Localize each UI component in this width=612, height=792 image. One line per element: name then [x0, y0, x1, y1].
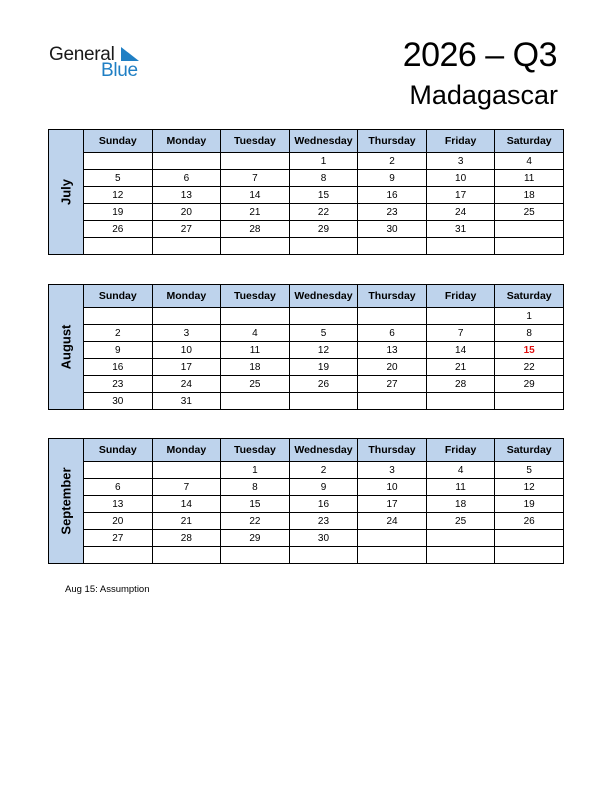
month-label-cell — [49, 130, 84, 255]
day-cell: 28 — [426, 376, 495, 393]
day-cell: 13 — [358, 342, 427, 359]
page-title: 2026 – Q3 — [402, 36, 557, 74]
day-cell: 26 — [289, 376, 358, 393]
day-cell — [358, 308, 427, 325]
day-cell: 16 — [289, 496, 358, 513]
month-label-cell — [49, 439, 84, 564]
week-row — [49, 204, 564, 221]
day-cell: 29 — [221, 530, 290, 547]
day-cell — [358, 530, 427, 547]
day-cell — [152, 238, 221, 255]
day-cell: 7 — [152, 479, 221, 496]
day-cell: 2 — [289, 462, 358, 479]
weekday-header: Friday — [426, 285, 495, 308]
week-row — [49, 359, 564, 376]
week-row — [49, 530, 564, 547]
day-cell: 5 — [84, 170, 153, 187]
day-cell — [426, 393, 495, 410]
day-cell: 27 — [84, 530, 153, 547]
day-cell: 15 — [221, 496, 290, 513]
day-cell: 18 — [495, 187, 564, 204]
month-label-cell — [49, 285, 84, 410]
week-row — [49, 547, 564, 564]
day-cell: 20 — [84, 513, 153, 530]
day-cell: 13 — [152, 187, 221, 204]
day-cell — [221, 547, 290, 564]
country-title: Madagascar — [409, 80, 558, 110]
day-cell — [495, 221, 564, 238]
day-cell: 25 — [221, 376, 290, 393]
holiday-footnote: Aug 15: Assumption — [65, 584, 150, 595]
day-cell: 9 — [358, 170, 427, 187]
day-cell: 8 — [289, 170, 358, 187]
day-cell: 2 — [84, 325, 153, 342]
day-cell: 15 — [289, 187, 358, 204]
weekday-header: Wednesday — [289, 439, 358, 462]
week-row — [49, 170, 564, 187]
day-cell: 25 — [426, 513, 495, 530]
weekday-header: Sunday — [84, 439, 153, 462]
weekday-header: Tuesday — [221, 439, 290, 462]
day-cell — [221, 393, 290, 410]
day-cell: 14 — [221, 187, 290, 204]
weekday-header: Sunday — [84, 285, 153, 308]
weekday-header: Monday — [152, 285, 221, 308]
week-row — [49, 393, 564, 410]
day-cell: 24 — [152, 376, 221, 393]
day-cell: 27 — [152, 221, 221, 238]
day-cell: 5 — [495, 462, 564, 479]
day-cell: 26 — [495, 513, 564, 530]
day-cell — [289, 393, 358, 410]
day-cell: 28 — [221, 221, 290, 238]
day-cell: 20 — [152, 204, 221, 221]
day-cell: 30 — [289, 530, 358, 547]
week-row — [49, 342, 564, 359]
day-cell — [358, 547, 427, 564]
day-cell: 3 — [152, 325, 221, 342]
day-cell: 24 — [426, 204, 495, 221]
day-cell: 17 — [426, 187, 495, 204]
weekday-header: Monday — [152, 439, 221, 462]
day-cell: 11 — [426, 479, 495, 496]
day-cell: 19 — [289, 359, 358, 376]
day-cell — [221, 238, 290, 255]
day-cell: 23 — [289, 513, 358, 530]
brand-triangle-icon — [121, 47, 141, 61]
week-row — [49, 496, 564, 513]
day-cell: 28 — [152, 530, 221, 547]
day-cell: 12 — [495, 479, 564, 496]
weekday-header: Thursday — [358, 439, 427, 462]
day-cell — [84, 238, 153, 255]
day-cell: 10 — [426, 170, 495, 187]
day-cell: 1 — [495, 308, 564, 325]
day-cell: 23 — [84, 376, 153, 393]
day-cell — [495, 393, 564, 410]
weekday-header: Sunday — [84, 130, 153, 153]
day-cell: 20 — [358, 359, 427, 376]
day-cell: 14 — [426, 342, 495, 359]
day-cell: 7 — [426, 325, 495, 342]
day-cell: 29 — [289, 221, 358, 238]
day-cell — [358, 238, 427, 255]
day-cell — [221, 153, 290, 170]
day-cell: 1 — [221, 462, 290, 479]
calendar-september — [48, 438, 564, 564]
day-cell: 6 — [152, 170, 221, 187]
day-cell: 3 — [358, 462, 427, 479]
day-cell: 6 — [84, 479, 153, 496]
day-cell: 9 — [289, 479, 358, 496]
weekday-header: Saturday — [495, 130, 564, 153]
day-cell: 21 — [426, 359, 495, 376]
day-cell — [289, 547, 358, 564]
day-cell: 31 — [426, 221, 495, 238]
day-cell: 13 — [84, 496, 153, 513]
week-row — [49, 462, 564, 479]
day-cell — [152, 308, 221, 325]
day-cell: 8 — [221, 479, 290, 496]
day-cell — [84, 308, 153, 325]
day-cell: 29 — [495, 376, 564, 393]
week-row — [49, 479, 564, 496]
brand-logo — [49, 44, 149, 84]
day-cell — [426, 308, 495, 325]
day-cell: 22 — [221, 513, 290, 530]
week-row — [49, 513, 564, 530]
day-cell: 22 — [289, 204, 358, 221]
day-cell: 21 — [221, 204, 290, 221]
day-cell — [221, 308, 290, 325]
weekday-header: Friday — [426, 439, 495, 462]
day-cell: 6 — [358, 325, 427, 342]
day-cell: 3 — [426, 153, 495, 170]
day-cell: 11 — [495, 170, 564, 187]
week-row — [49, 187, 564, 204]
day-cell: 11 — [221, 342, 290, 359]
day-cell — [152, 462, 221, 479]
day-cell — [426, 547, 495, 564]
day-cell: 30 — [84, 393, 153, 410]
week-row — [49, 325, 564, 342]
week-row — [49, 153, 564, 170]
day-cell — [84, 462, 153, 479]
weekday-header: Wednesday — [289, 130, 358, 153]
day-cell: 17 — [358, 496, 427, 513]
day-cell: 19 — [84, 204, 153, 221]
day-cell: 16 — [358, 187, 427, 204]
day-cell: 17 — [152, 359, 221, 376]
day-cell: 27 — [358, 376, 427, 393]
brand-name-blue: Blue — [101, 60, 138, 81]
day-cell: 14 — [152, 496, 221, 513]
day-cell — [84, 153, 153, 170]
weekday-header: Tuesday — [221, 285, 290, 308]
day-cell: 4 — [221, 325, 290, 342]
day-cell: 10 — [358, 479, 427, 496]
weekday-header: Friday — [426, 130, 495, 153]
day-cell: 5 — [289, 325, 358, 342]
day-cell — [358, 393, 427, 410]
day-cell: 7 — [221, 170, 290, 187]
month-label: July — [58, 178, 74, 206]
calendar-july — [48, 129, 564, 255]
day-cell: 30 — [358, 221, 427, 238]
weekday-header: Thursday — [358, 130, 427, 153]
weekday-header: Saturday — [495, 285, 564, 308]
day-cell — [495, 547, 564, 564]
week-row — [49, 308, 564, 325]
day-cell — [495, 530, 564, 547]
week-row — [49, 238, 564, 255]
day-cell — [152, 153, 221, 170]
day-cell: 8 — [495, 325, 564, 342]
day-cell: 1 — [289, 153, 358, 170]
day-cell: 26 — [84, 221, 153, 238]
brand-name-general: General — [49, 44, 115, 65]
day-cell — [84, 547, 153, 564]
day-cell: 23 — [358, 204, 427, 221]
day-cell: 22 — [495, 359, 564, 376]
day-cell: 9 — [84, 342, 153, 359]
day-cell: 16 — [84, 359, 153, 376]
weekday-header: Thursday — [358, 285, 427, 308]
day-cell — [289, 238, 358, 255]
weekday-header: Tuesday — [221, 130, 290, 153]
day-cell: 18 — [426, 496, 495, 513]
day-cell: 18 — [221, 359, 290, 376]
day-cell: 21 — [152, 513, 221, 530]
calendar-august — [48, 284, 564, 410]
day-cell: 2 — [358, 153, 427, 170]
day-cell: 10 — [152, 342, 221, 359]
weekday-header: Monday — [152, 130, 221, 153]
week-row — [49, 221, 564, 238]
day-cell: 4 — [426, 462, 495, 479]
weekday-header: Wednesday — [289, 285, 358, 308]
day-cell: 4 — [495, 153, 564, 170]
week-row — [49, 376, 564, 393]
day-cell: 31 — [152, 393, 221, 410]
day-cell — [426, 530, 495, 547]
day-cell: 25 — [495, 204, 564, 221]
day-cell — [426, 238, 495, 255]
day-cell — [495, 238, 564, 255]
day-cell: 12 — [289, 342, 358, 359]
holiday-day-cell: 15 — [495, 342, 564, 359]
weekday-header: Saturday — [495, 439, 564, 462]
month-label: September — [58, 467, 74, 535]
day-cell: 12 — [84, 187, 153, 204]
day-cell — [289, 308, 358, 325]
day-cell: 24 — [358, 513, 427, 530]
day-cell — [152, 547, 221, 564]
day-cell: 19 — [495, 496, 564, 513]
month-label: August — [58, 324, 74, 370]
